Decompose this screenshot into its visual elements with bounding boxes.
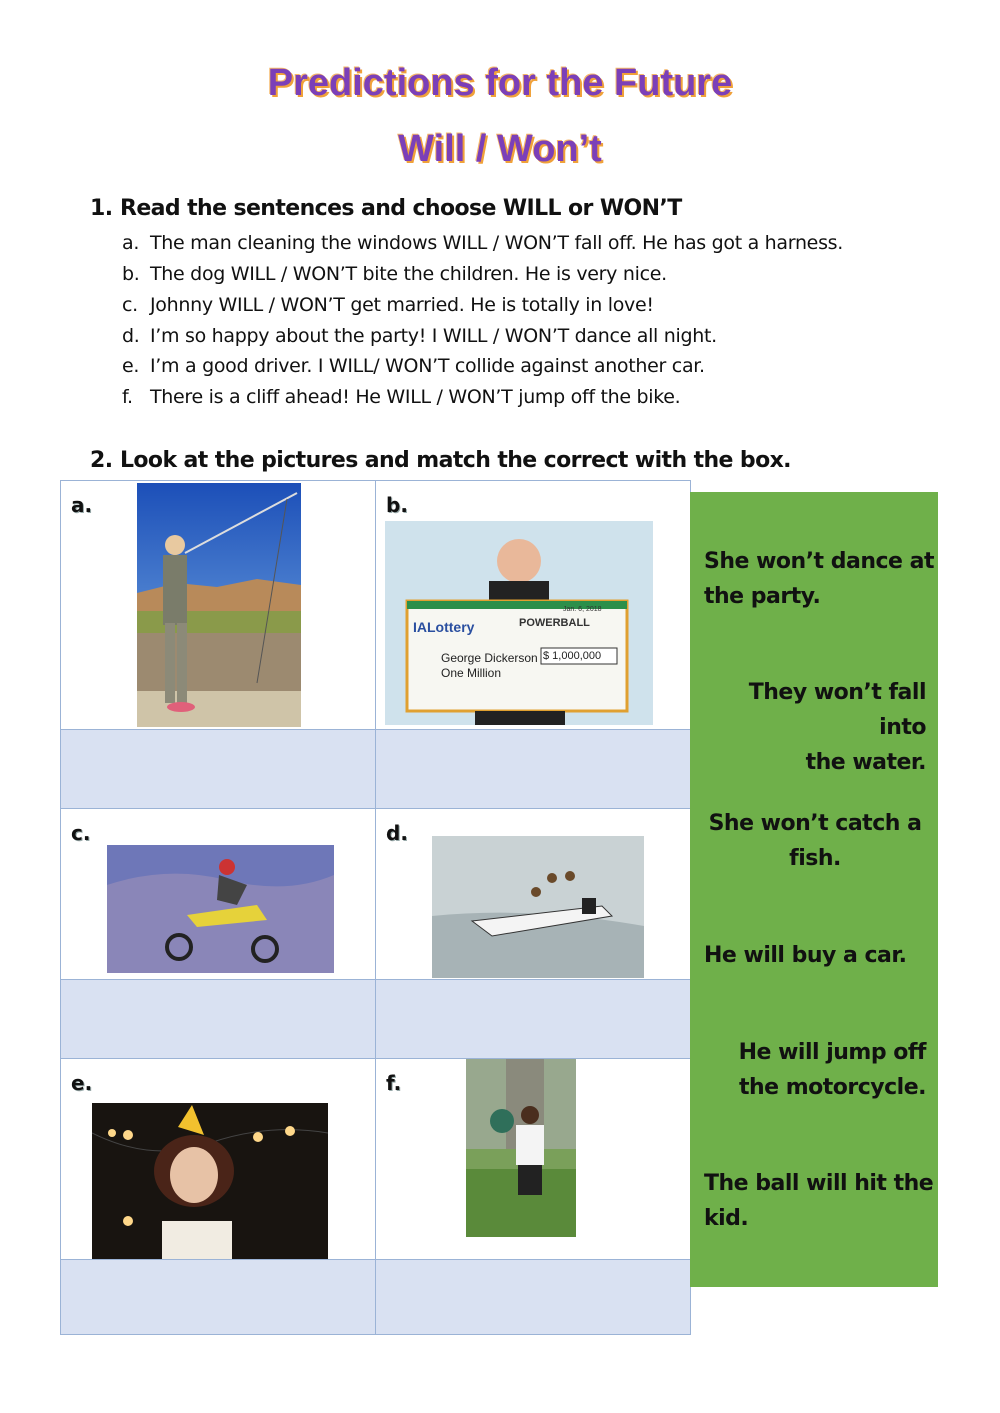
section1-number: 1. [90,196,113,221]
picture-cell-d [376,809,691,980]
section2-heading [90,448,791,473]
answer-option-6[interactable] [704,1166,933,1236]
lottery-winner-photo [385,521,653,725]
sentence-letter: c. [122,294,138,316]
answer-cell-b[interactable] [376,730,691,809]
answer-option-2[interactable] [700,675,926,780]
speedboat-photo [432,836,644,978]
option-line: He will buy a car. [704,943,907,968]
check-amount-words: One Million [441,666,502,680]
section2-number: 2. [90,448,113,473]
cell-letter: b. [386,493,408,517]
check-payee: George Dickerson [441,651,538,665]
option-line: the water. [805,750,926,775]
check-date: Jan. 6, 2018 [563,606,602,613]
option-line: fish. [789,846,841,871]
section2-heading-text: Look at the pictures and match the correct with the box. [120,448,791,473]
sentence-e [122,355,705,377]
answer-cell-d[interactable] [376,980,691,1059]
sentence-text: I’m a good driver. I WILL/ WON’T collide against another car. [150,355,705,377]
sentence-text: The dog WILL / WON’T bite the children. He is very nice. [150,263,667,285]
option-line: kid. [704,1206,749,1231]
answer-cell-f[interactable] [376,1260,691,1335]
section1-heading [90,196,682,221]
picture-grid [60,480,691,1335]
sad-party-girl-photo [92,1103,328,1259]
check-amount: $ 1,000,000 [543,650,602,662]
answer-option-3[interactable] [700,806,930,876]
answer-option-4[interactable] [704,938,906,973]
sentence-letter: e. [122,355,140,377]
sentence-letter: b. [122,263,140,285]
option-line: She won’t dance at [704,549,934,574]
motorcycle-jump-photo [107,845,334,973]
option-line: They won’t fall into [748,680,926,740]
sentence-letter: d. [122,325,140,347]
answer-cell-c[interactable] [61,980,376,1059]
check-game: POWERBALL [519,617,590,629]
picture-cell-f [376,1059,691,1260]
cell-letter: d. [386,821,408,845]
boy-ball-photo [466,1059,576,1237]
answer-cell-a[interactable] [61,730,376,809]
option-line: The ball will hit the [704,1171,934,1196]
check-brand: IALottery [413,619,475,635]
answer-option-5[interactable] [700,1035,926,1105]
sentence-c [122,294,654,316]
page-title: Predictions for the Future [267,62,733,104]
cell-letter: c. [71,821,91,845]
sentence-text: Johnny WILL / WON’T get married. He is totally in love! [150,294,654,316]
section1-heading-text: Read the sentences and choose WILL or WON’T [120,196,682,221]
page-subtitle: Will / Won’t [398,128,602,170]
girl-fishing-photo [137,483,301,727]
answer-option-1[interactable] [704,544,934,614]
picture-cell-c [61,809,376,980]
option-line: the party. [704,584,821,609]
sentence-text: The man cleaning the windows WILL / WON’T fall off. He has got a harness. [150,232,844,254]
picture-cell-e [61,1059,376,1260]
option-line: the motorcycle. [738,1075,926,1100]
picture-cell-a [61,481,376,730]
cell-letter: e. [71,1071,93,1095]
sentence-f [122,386,680,408]
option-line: She won’t catch a [708,811,922,836]
cell-letter: a. [71,493,93,517]
sentence-b [122,263,667,285]
sentence-letter: a. [122,232,140,254]
sentence-letter: f. [122,386,133,408]
sentence-text: I’m so happy about the party! I WILL / WON’T dance all night. [150,325,717,347]
answer-cell-e[interactable] [61,1260,376,1335]
option-line: He will jump off [738,1040,926,1065]
sentence-a [122,232,843,254]
sentence-text: There is a cliff ahead! He WILL / WON’T jump off the bike. [150,386,681,408]
picture-cell-b [376,481,691,730]
cell-letter: f. [386,1071,402,1095]
sentence-d [122,325,717,347]
